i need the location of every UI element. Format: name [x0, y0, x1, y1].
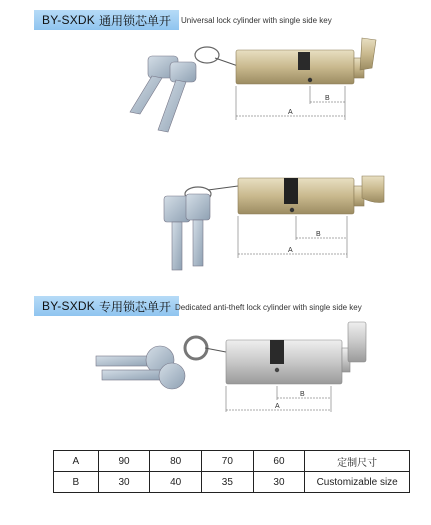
key-ring [185, 337, 207, 359]
table-row [54, 451, 410, 472]
product-banner-dedicated [34, 296, 179, 316]
size-spec-table [53, 450, 410, 493]
model-code: BY-SXDK [42, 13, 95, 27]
product-name-cn: 通用锁芯单开 [98, 13, 171, 28]
table-cell: 30 [253, 472, 305, 493]
table-row [54, 472, 410, 493]
table-cell: 40 [150, 472, 202, 493]
cylinder-body [236, 50, 354, 84]
dim-label-a: A [288, 109, 293, 116]
dim-label-a: A [288, 247, 293, 254]
table-cell: 30 [98, 472, 150, 493]
dim-label-b: B [325, 95, 330, 102]
table-cell: 90 [98, 451, 150, 472]
key-ring [195, 47, 219, 63]
note-cell: Customizable size [305, 472, 410, 493]
table-cell: 80 [150, 451, 202, 472]
key-2 [102, 363, 185, 389]
row-label: A [54, 451, 99, 472]
table-cell: 70 [202, 451, 254, 472]
product-caption: Universal lock cylinder with single side key [181, 16, 332, 25]
product-caption: Dedicated anti-theft lock cylinder with single side key [175, 303, 362, 312]
dim-label-b: B [300, 391, 305, 398]
product-banner-universal [34, 10, 179, 30]
dim-label-b: B [316, 231, 321, 238]
dim-label-a: A [275, 403, 280, 410]
dedicated-lock-illustration [0, 318, 431, 428]
model-code: BY-SXDK [42, 299, 95, 313]
brass-lock-illustration [0, 168, 431, 288]
product-name-cn: 专用锁芯单开 [98, 299, 171, 314]
row-label: B [54, 472, 99, 493]
table-cell: 35 [202, 472, 254, 493]
table-cell: 60 [253, 451, 305, 472]
note-cell: 定制尺寸 [305, 451, 410, 472]
key-2 [186, 194, 210, 266]
universal-lock-illustration [0, 28, 431, 168]
